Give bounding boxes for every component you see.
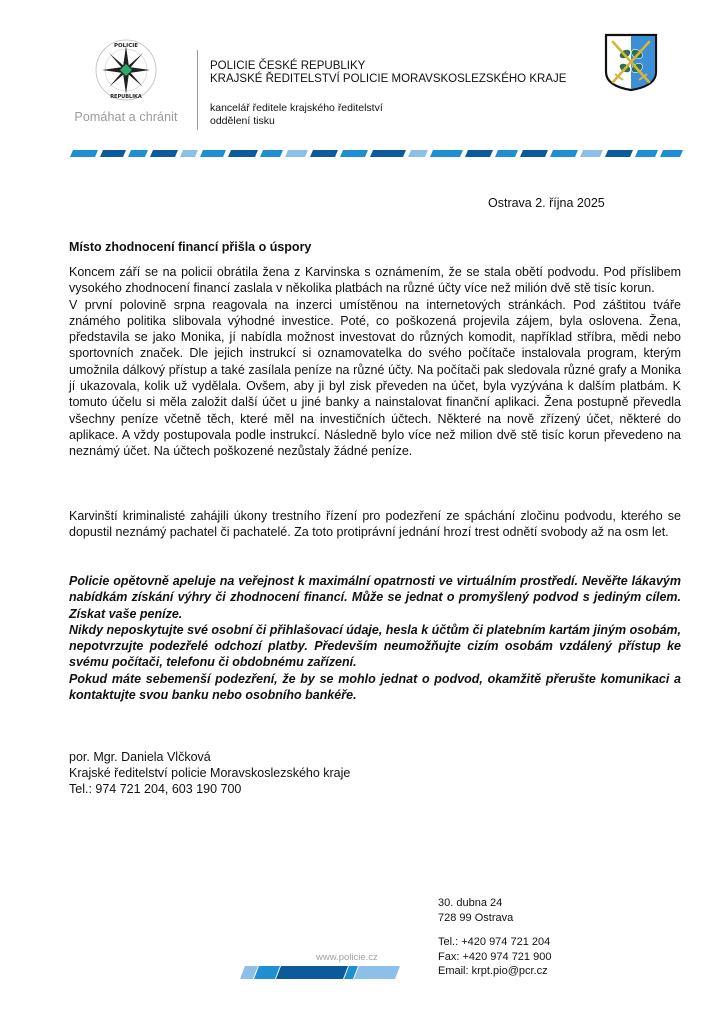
paragraph-1: Koncem září se na policii obrátila žena z Karvinska s oznámením, že se stala obětí podvodu. Pod příslibem vysokého zhodnocení financí zaslala v několika platbách na různé účty více než milión dvě stě tisíc korun. [69,265,681,296]
signature-name: por. Mgr. Daniela Vlčková [69,750,211,764]
police-star-icon [94,38,158,102]
paragraph-2: V první polovině srpna reagovala na inzerci umístěnou na internetových stránkách. Pod záštitou tváře známého politika slibovala výhodné investice. Poté, co poškozená projevila zájem, byla oslovena. Žena, představila se jako Monika, jí nabídla možnost investovat do různých komodit, například stříbra, mědi nebo sportovních značek. Dle jejich instrukcí si oznamovatelka do svého počítače instalovala program, kterým umožnila dálkový přístup a také zasílala peníze na různé účty. Na počítači pak sledovala různé grafy a Monika jí ukazovala, kolik už vydělala. Ovšem, aby ji byl zisk převeden na účet, byla vyzývána k dalším platbám. K tomuto účelu si měla založit další účet u jiné banky a nainstalovat finanční aplikaci. Žena postupně převedla všechny peníze včetně těch, které měl na investičních účtech. Některé na nově zřízený účet, některé do aplikace. A vždy postupovala podle instrukcí. Následně bylo více než milion dvě stě tisíc korun převedeno na neznámý účet. Na účtech poškozené nezůstaly žádné peníze. [69,297,681,459]
dept-line-1: kancelář ředitele krajského ředitelství [210,102,383,114]
website-link[interactable]: www.policie.cz [316,952,378,963]
document-title: Místo zhodnocení financí přišla o úspory [69,240,312,254]
body-paragraph-group [69,264,681,460]
address-street: 30. dubna 24 [438,897,503,909]
organization-name [210,60,566,86]
warning-block [69,573,681,703]
header-divider [197,50,198,130]
warning-3: Pokud máte sebemenší podezření, že by se mohlo jednat o podvod, okamžitě přerušte komunikaci a kontaktujte svou banku nebo osobního bankéře. [69,671,681,703]
warning-1: Policie opětovně apeluje na veřejnost k maximální opatrnosti ve virtuálním prostředí. Nevěřte lákavým nabídkám získání výhry či zhodnocení financí. Může se jednat o promyšlený podvod s jediným cílem. Získat vaše peníze. [69,574,681,621]
motto: Pomáhat a chránit [74,110,178,124]
svg-text:REPUBLIKA: REPUBLIKA [110,94,142,100]
body-paragraph-3 [69,508,681,541]
paragraph-3: Karvinští kriminalisté zahájili úkony trestního řízení pro podezření ze spáchání zločinu podvodu, kterého se dopustil neznámý pachatel či pachatelé. Za toto protiprávní jednání hrozí trest odnětí svobody až na osm let. [69,509,681,540]
signature-org: Krajské ředitelství policie Moravskoslezského kraje [69,766,351,780]
warning-2: Nikdy neposkytujte své osobní či přihlašovací údaje, hesla k účtům či platebním kartám jiným osobám, nepotvrzujte podezřelé odchozí platby. Především neumožňujte cizím osobám vzdálený přístup ke svému počítači, telefonu či obdobnému zařízení. [69,622,681,670]
contact-address [438,896,551,979]
signature-phone: Tel.: 974 721 204, 603 190 700 [69,782,242,796]
org-line-1: POLICIE ČESKÉ REPUBLIKY [210,60,366,72]
document-date: Ostrava 2. října 2025 [488,196,605,210]
dept-line-2: oddělení tisku [210,115,275,127]
svg-text:POLICIE: POLICIE [113,43,139,49]
header-stripe [68,150,684,157]
contact-email[interactable]: Email: krpt.pio@pcr.cz [438,965,548,977]
footer-stripe [240,966,400,979]
contact-tel: Tel.: +420 974 721 204 [438,936,551,948]
signature-block [69,749,350,797]
coat-of-arms-icon [603,32,659,92]
police-logo [66,38,186,128]
address-city: 728 99 Ostrava [438,911,514,924]
contact-fax: Fax: +420 974 721 900 [438,950,552,963]
org-line-2: KRAJSKÉ ŘEDITELSTVÍ POLICIE MORAVSKOSLEZSKÉHO KRAJE [210,73,567,85]
department-name [210,102,383,128]
